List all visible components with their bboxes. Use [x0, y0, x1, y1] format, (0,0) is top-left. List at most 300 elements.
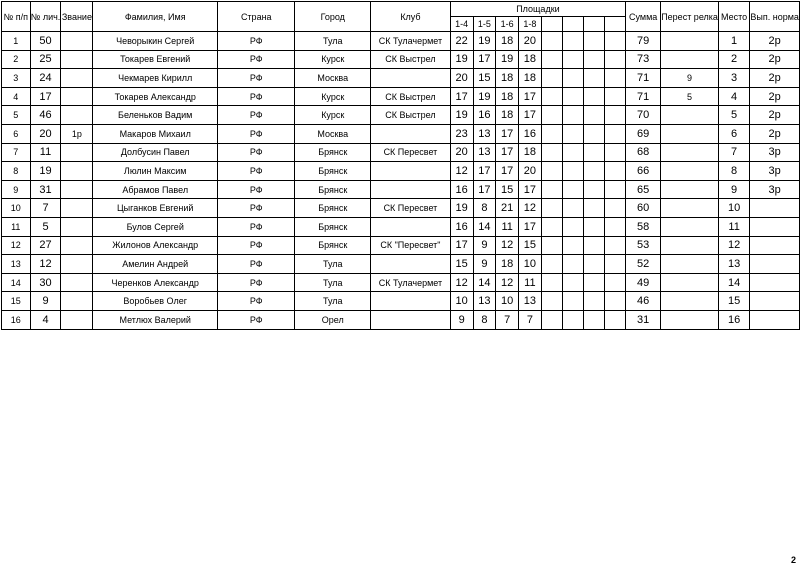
club: СК Тулачермет [371, 32, 451, 51]
shootoff: 5 [661, 87, 719, 106]
score-court-1: 15 [450, 255, 473, 274]
athlete-name: Беленьков Вадим [93, 106, 218, 125]
bib-number: 4 [30, 310, 61, 329]
total-score: 60 [626, 199, 661, 218]
empty-cell [562, 143, 583, 162]
shootoff [661, 32, 719, 51]
athlete-name: Долбусин Павел [93, 143, 218, 162]
empty-cell [604, 124, 625, 143]
country: РФ [218, 273, 295, 292]
empty-cell [541, 310, 562, 329]
norm: 3р [750, 143, 800, 162]
empty-cell [583, 292, 604, 311]
bib-number: 46 [30, 106, 61, 125]
rank: 1р [61, 124, 93, 143]
place: 10 [718, 199, 749, 218]
athlete-name: Черенков Александр [93, 273, 218, 292]
bib-number: 17 [30, 87, 61, 106]
bib-number: 7 [30, 199, 61, 218]
total-score: 71 [626, 69, 661, 88]
total-score: 66 [626, 162, 661, 181]
score-court-4: 11 [519, 273, 542, 292]
score-court-4: 18 [519, 69, 542, 88]
norm: 2р [750, 32, 800, 51]
shootoff [661, 180, 719, 199]
score-court-3: 17 [496, 143, 519, 162]
norm: 2р [750, 69, 800, 88]
country: РФ [218, 310, 295, 329]
club [371, 124, 451, 143]
table-row [2, 162, 800, 181]
score-court-3: 18 [496, 69, 519, 88]
country: РФ [218, 124, 295, 143]
athlete-name: Токарев Александр [93, 87, 218, 106]
table-row [2, 106, 800, 125]
score-court-4: 20 [519, 162, 542, 181]
rank [61, 217, 93, 236]
club: СК Выстрел [371, 50, 451, 69]
rank [61, 87, 93, 106]
score-court-4: 7 [519, 310, 542, 329]
header-bib: № лич. [30, 2, 61, 32]
club: СК Тулачермет [371, 273, 451, 292]
shootoff [661, 310, 719, 329]
row-number: 15 [2, 292, 31, 311]
norm: 3р [750, 162, 800, 181]
city: Тула [295, 292, 371, 311]
bib-number: 19 [30, 162, 61, 181]
bib-number: 5 [30, 217, 61, 236]
row-number: 14 [2, 273, 31, 292]
bib-number: 12 [30, 255, 61, 274]
empty-cell [583, 236, 604, 255]
empty-cell [562, 199, 583, 218]
bib-number: 30 [30, 273, 61, 292]
score-court-3: 18 [496, 255, 519, 274]
empty-cell [604, 69, 625, 88]
place: 14 [718, 273, 749, 292]
table-row [2, 50, 800, 69]
score-court-2: 15 [473, 69, 496, 88]
table-row [2, 143, 800, 162]
total-score: 69 [626, 124, 661, 143]
empty-cell [541, 124, 562, 143]
results-table [1, 1, 800, 330]
row-number: 9 [2, 180, 31, 199]
score-court-3: 15 [496, 180, 519, 199]
norm [750, 199, 800, 218]
country: РФ [218, 162, 295, 181]
norm: 3р [750, 180, 800, 199]
empty-cell [604, 87, 625, 106]
empty-cell [604, 32, 625, 51]
empty-cell [583, 106, 604, 125]
club: СК Выстрел [371, 87, 451, 106]
total-score: 73 [626, 50, 661, 69]
shootoff [661, 124, 719, 143]
score-court-1: 19 [450, 199, 473, 218]
total-score: 58 [626, 217, 661, 236]
bib-number: 11 [30, 143, 61, 162]
city: Брянск [295, 180, 371, 199]
empty-cell [562, 236, 583, 255]
row-number: 6 [2, 124, 31, 143]
empty-cell [562, 87, 583, 106]
country: РФ [218, 199, 295, 218]
shootoff [661, 143, 719, 162]
score-court-2: 9 [473, 236, 496, 255]
table-row [2, 69, 800, 88]
country: РФ [218, 236, 295, 255]
rank [61, 199, 93, 218]
place: 8 [718, 162, 749, 181]
score-court-3: 18 [496, 106, 519, 125]
empty-cell [562, 310, 583, 329]
norm: 2р [750, 106, 800, 125]
table-row [2, 32, 800, 51]
rank [61, 32, 93, 51]
empty-cell [604, 255, 625, 274]
athlete-name: Чеворыкин Сергей [93, 32, 218, 51]
rank [61, 236, 93, 255]
total-score: 65 [626, 180, 661, 199]
row-number: 12 [2, 236, 31, 255]
table-row [2, 199, 800, 218]
country: РФ [218, 217, 295, 236]
score-court-2: 13 [473, 124, 496, 143]
header-rank: Звание [61, 2, 93, 32]
score-court-3: 21 [496, 199, 519, 218]
score-court-4: 13 [519, 292, 542, 311]
row-number: 2 [2, 50, 31, 69]
norm [750, 217, 800, 236]
row-number: 5 [2, 106, 31, 125]
norm [750, 292, 800, 311]
total-score: 68 [626, 143, 661, 162]
bib-number: 25 [30, 50, 61, 69]
city: Брянск [295, 143, 371, 162]
empty-cell [541, 199, 562, 218]
empty-cell [583, 180, 604, 199]
rank [61, 50, 93, 69]
score-court-4: 17 [519, 180, 542, 199]
score-court-3: 7 [496, 310, 519, 329]
row-number: 3 [2, 69, 31, 88]
country: РФ [218, 143, 295, 162]
norm: 2р [750, 50, 800, 69]
club [371, 292, 451, 311]
header-court-empty [583, 17, 604, 32]
norm [750, 273, 800, 292]
score-court-3: 18 [496, 87, 519, 106]
place: 12 [718, 236, 749, 255]
score-court-3: 11 [496, 217, 519, 236]
score-court-3: 18 [496, 32, 519, 51]
athlete-name: Жилонов Александр [93, 236, 218, 255]
score-court-2: 9 [473, 255, 496, 274]
athlete-name: Цыганков Евгений [93, 199, 218, 218]
score-court-1: 17 [450, 87, 473, 106]
header-court-1: 1-4 [450, 17, 473, 32]
city: Брянск [295, 236, 371, 255]
empty-cell [583, 217, 604, 236]
place: 15 [718, 292, 749, 311]
athlete-name: Булов Сергей [93, 217, 218, 236]
empty-cell [604, 162, 625, 181]
row-number: 10 [2, 199, 31, 218]
row-number: 4 [2, 87, 31, 106]
empty-cell [604, 106, 625, 125]
total-score: 79 [626, 32, 661, 51]
country: РФ [218, 292, 295, 311]
club [371, 69, 451, 88]
score-court-1: 19 [450, 50, 473, 69]
athlete-name: Амелин Андрей [93, 255, 218, 274]
page-number: 2 [791, 555, 797, 565]
empty-cell [604, 273, 625, 292]
empty-cell [583, 273, 604, 292]
empty-cell [541, 180, 562, 199]
athlete-name: Макаров Михаил [93, 124, 218, 143]
score-court-2: 14 [473, 217, 496, 236]
empty-cell [541, 32, 562, 51]
empty-cell [562, 106, 583, 125]
shootoff [661, 199, 719, 218]
country: РФ [218, 180, 295, 199]
row-number: 13 [2, 255, 31, 274]
club [371, 310, 451, 329]
rank [61, 273, 93, 292]
shootoff [661, 162, 719, 181]
country: РФ [218, 106, 295, 125]
empty-cell [562, 255, 583, 274]
country: РФ [218, 87, 295, 106]
table-row [2, 217, 800, 236]
score-court-3: 17 [496, 162, 519, 181]
athlete-name: Люлин Максим [93, 162, 218, 181]
empty-cell [541, 87, 562, 106]
empty-cell [541, 217, 562, 236]
empty-cell [583, 162, 604, 181]
empty-cell [583, 50, 604, 69]
empty-cell [583, 255, 604, 274]
club [371, 180, 451, 199]
score-court-2: 13 [473, 143, 496, 162]
shootoff [661, 217, 719, 236]
norm: 2р [750, 124, 800, 143]
city: Орел [295, 310, 371, 329]
score-court-2: 16 [473, 106, 496, 125]
city: Курск [295, 106, 371, 125]
norm [750, 310, 800, 329]
rank [61, 292, 93, 311]
city: Москва [295, 69, 371, 88]
city: Тула [295, 32, 371, 51]
score-court-1: 17 [450, 236, 473, 255]
row-number: 16 [2, 310, 31, 329]
score-court-1: 10 [450, 292, 473, 311]
empty-cell [562, 162, 583, 181]
shootoff [661, 236, 719, 255]
score-court-2: 8 [473, 199, 496, 218]
score-court-2: 19 [473, 87, 496, 106]
header-sum: Сумма [626, 2, 661, 32]
city: Тула [295, 273, 371, 292]
score-court-1: 16 [450, 180, 473, 199]
athlete-name: Токарев Евгений [93, 50, 218, 69]
bib-number: 9 [30, 292, 61, 311]
city: Курск [295, 87, 371, 106]
club: СК Выстрел [371, 106, 451, 125]
score-court-3: 10 [496, 292, 519, 311]
empty-cell [562, 124, 583, 143]
score-court-1: 20 [450, 143, 473, 162]
bib-number: 24 [30, 69, 61, 88]
header-club: Клуб [371, 2, 451, 32]
city: Брянск [295, 162, 371, 181]
rank [61, 255, 93, 274]
country: РФ [218, 32, 295, 51]
place: 1 [718, 32, 749, 51]
score-court-4: 10 [519, 255, 542, 274]
empty-cell [562, 292, 583, 311]
club: СК Пересвет [371, 199, 451, 218]
score-court-1: 12 [450, 273, 473, 292]
score-court-2: 17 [473, 180, 496, 199]
place: 4 [718, 87, 749, 106]
place: 6 [718, 124, 749, 143]
table-row [2, 255, 800, 274]
score-court-4: 17 [519, 87, 542, 106]
score-court-1: 12 [450, 162, 473, 181]
header-city: Город [295, 2, 371, 32]
empty-cell [541, 143, 562, 162]
score-court-4: 18 [519, 50, 542, 69]
score-court-4: 17 [519, 106, 542, 125]
score-court-2: 19 [473, 32, 496, 51]
score-court-3: 19 [496, 50, 519, 69]
empty-cell [583, 87, 604, 106]
empty-cell [562, 69, 583, 88]
total-score: 31 [626, 310, 661, 329]
total-score: 52 [626, 255, 661, 274]
place: 7 [718, 143, 749, 162]
norm: 2р [750, 87, 800, 106]
rank [61, 143, 93, 162]
empty-cell [541, 162, 562, 181]
header-shootoff: Перест релка [661, 2, 719, 32]
total-score: 46 [626, 292, 661, 311]
score-court-2: 13 [473, 292, 496, 311]
city: Москва [295, 124, 371, 143]
score-court-4: 16 [519, 124, 542, 143]
empty-cell [604, 143, 625, 162]
empty-cell [583, 69, 604, 88]
shootoff [661, 292, 719, 311]
empty-cell [583, 124, 604, 143]
empty-cell [583, 32, 604, 51]
country: РФ [218, 50, 295, 69]
place: 9 [718, 180, 749, 199]
place: 2 [718, 50, 749, 69]
table-row [2, 124, 800, 143]
empty-cell [541, 50, 562, 69]
total-score: 70 [626, 106, 661, 125]
header-court-4: 1-8 [519, 17, 542, 32]
table-row [2, 87, 800, 106]
score-court-4: 20 [519, 32, 542, 51]
club: СК "Пересвет" [371, 236, 451, 255]
rank [61, 310, 93, 329]
bib-number: 20 [30, 124, 61, 143]
empty-cell [583, 310, 604, 329]
athlete-name: Воробьев Олег [93, 292, 218, 311]
empty-cell [604, 180, 625, 199]
score-court-2: 8 [473, 310, 496, 329]
header-name: Фамилия, Имя [93, 2, 218, 32]
header-court-empty [562, 17, 583, 32]
norm [750, 255, 800, 274]
table-row [2, 310, 800, 329]
rank [61, 162, 93, 181]
empty-cell [604, 199, 625, 218]
athlete-name: Метлюх Валерий [93, 310, 218, 329]
empty-cell [562, 273, 583, 292]
bib-number: 27 [30, 236, 61, 255]
place: 11 [718, 217, 749, 236]
table-row [2, 292, 800, 311]
place: 13 [718, 255, 749, 274]
empty-cell [604, 50, 625, 69]
empty-cell [583, 199, 604, 218]
empty-cell [604, 292, 625, 311]
empty-cell [541, 255, 562, 274]
score-court-4: 17 [519, 217, 542, 236]
score-court-1: 9 [450, 310, 473, 329]
country: РФ [218, 69, 295, 88]
place: 16 [718, 310, 749, 329]
rank [61, 180, 93, 199]
total-score: 49 [626, 273, 661, 292]
header-court-2: 1-5 [473, 17, 496, 32]
header-courts: Площадки [450, 2, 625, 17]
shootoff [661, 50, 719, 69]
empty-cell [541, 236, 562, 255]
empty-cell [562, 50, 583, 69]
score-court-4: 15 [519, 236, 542, 255]
empty-cell [541, 292, 562, 311]
header-court-3: 1-6 [496, 17, 519, 32]
row-number: 7 [2, 143, 31, 162]
city: Брянск [295, 199, 371, 218]
table-row [2, 236, 800, 255]
athlete-name: Абрамов Павел [93, 180, 218, 199]
empty-cell [604, 310, 625, 329]
city: Курск [295, 50, 371, 69]
header-court-empty [541, 17, 562, 32]
row-number: 1 [2, 32, 31, 51]
header-num: № п/п [2, 2, 31, 32]
rank [61, 69, 93, 88]
table-row [2, 273, 800, 292]
score-court-2: 17 [473, 162, 496, 181]
score-court-4: 18 [519, 143, 542, 162]
score-court-1: 22 [450, 32, 473, 51]
empty-cell [541, 273, 562, 292]
bib-number: 31 [30, 180, 61, 199]
score-court-2: 17 [473, 50, 496, 69]
score-court-3: 12 [496, 273, 519, 292]
